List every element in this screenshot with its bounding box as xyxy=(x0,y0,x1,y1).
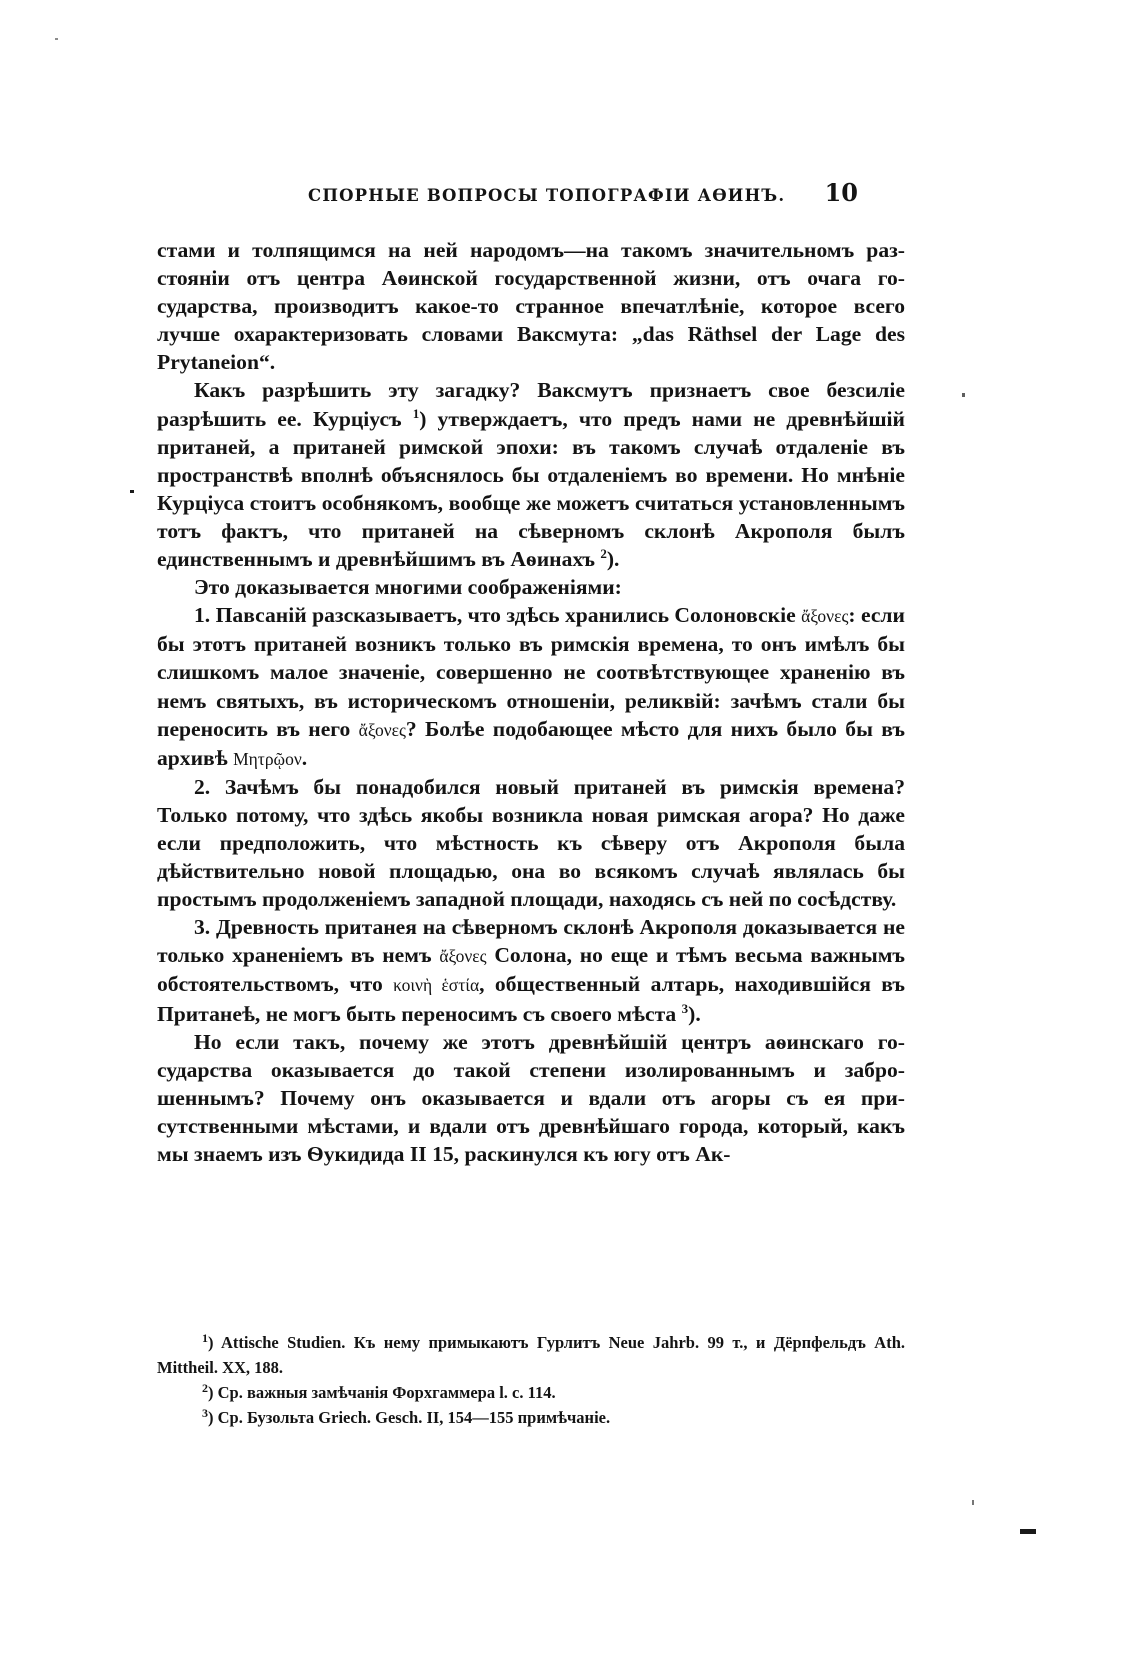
scan-speck xyxy=(1020,1529,1036,1534)
footnote-mark: 1 xyxy=(202,1331,208,1345)
greek-term: ἄξονες xyxy=(358,719,406,740)
footnote xyxy=(157,1380,905,1405)
text-run: Какъ разрѣшить эту загадку? Ваксмутъ признаетъ свое безсиліе разрѣшить ее. Курціусъ xyxy=(157,378,905,431)
text-run: Это доказывается многими соображеніями: xyxy=(194,575,622,600)
text-run: Солона, но еще и тѣмъ весьма важнымъ обстоятельствомъ, что xyxy=(157,943,905,997)
text-run: , общественный алтарь, находившійся въ Пританеѣ, не могъ быть переносимъ съ своего мѣста xyxy=(157,972,905,1026)
text-run: ? Болѣе подобающее мѣсто для нихъ было бы въ архивѣ xyxy=(157,716,905,770)
footnote-mark: 3 xyxy=(202,1406,208,1420)
scan-speck xyxy=(55,38,58,40)
footnote-reference: 2 xyxy=(600,546,607,562)
greek-term: Μητρῷον xyxy=(233,748,302,769)
footnote-reference: 1 xyxy=(412,405,420,421)
text-run: стами и толпящимся на ней народомъ—на такомъ значительномъ разстояніи отъ центра Аѳинской государственной жизни, отъ очага государства, производитъ какое-то странное впечатлѣніе, которое всего лучше охарактеризовать словами Ваксмута: „das Räthsel der Lage des Prytaneion“. xyxy=(157,238,905,375)
text-run: : если бы этотъ пританей возникъ только въ римскія времена, то онъ имѣлъ бы слишкомъ малое значеніе, совершенно не соотвѣтствующее храненію въ немъ святыхъ, въ историческомъ отношеніи, реликвій: зачѣмъ стали бы переносить въ него xyxy=(157,603,905,741)
paragraph xyxy=(157,913,905,1027)
footnote-text: ) Attische Studien. Къ нему примыкаютъ Гурлитъ Neue Jahrb. 99 т., и Дёрпфельдъ Ath. Mittheil. XX, 188. xyxy=(157,1333,905,1377)
footnotes xyxy=(157,1330,905,1430)
text-run: 3. Древность пританея на сѣверномъ склонѣ Акрополя доказывается не только храненіемъ въ немъ xyxy=(157,915,905,968)
footnote-text: ) Ср. Бузольта Griech. Gesch. II, 154—155 примѣчаніе. xyxy=(208,1408,611,1427)
text-run: 2. Зачѣмъ бы понадобился новый пританей въ римскія времена? Только потому, что здѣсь якобы возникла новая римская агора? Но даже если предположить, что мѣстность къ сѣверу отъ Акрополя была дѣйствительно новой площадью, она во всякомъ случаѣ являлась бы простымъ продолженіемъ западной площади, находясь съ ней по сосѣдству. xyxy=(157,774,905,912)
greek-term: κοινὴ ἑστία xyxy=(393,975,480,996)
text-run: . xyxy=(301,745,308,770)
text-run: 1. Павсаній разсказываетъ, что здѣсь хранились Солоновскіе xyxy=(194,603,802,628)
scan-speck xyxy=(972,1500,974,1505)
paragraph xyxy=(157,1028,905,1168)
footnote-text: ) Ср. важныя замѣчанія Форхгаммера l. c. 114. xyxy=(208,1383,556,1402)
paragraph xyxy=(157,773,905,913)
text-run: ) утверждаетъ, что предъ нами не древнѣйшій пританей, а пританей римской эпохи: въ такомъ случаѣ отдаленіе въ пространствѣ вполнѣ объяснялось бы отдаленіемъ во времени. Но мнѣніе Курціуса стоитъ особнякомъ, вообще же можетъ считаться установленнымъ тотъ фактъ, что пританей на сѣверномъ склонѣ Акрополя былъ единственнымъ и древнѣйшимъ въ Аѳинахъ xyxy=(157,406,905,572)
scan-speck xyxy=(130,490,134,493)
text-run: Но если такъ, почему же этотъ древнѣйшій центръ аѳинскаго государства оказывается до такой степени изолированнымъ и заброшеннымъ? Почему онъ оказывается и вдали отъ агоры съ ея присутственными мѣстами, и вдали отъ древнѣйшаго города, который, какъ мы знаемъ изъ Ѳукидида II 15, раскинулся къ югу отъ Ак- xyxy=(157,1029,905,1166)
paragraph xyxy=(157,376,905,573)
scan-speck xyxy=(962,393,965,397)
text-run: ). xyxy=(606,547,620,572)
body-text xyxy=(157,236,905,1168)
text-run: ). xyxy=(688,1001,701,1026)
paragraph xyxy=(157,236,905,376)
footnote-mark: 2 xyxy=(202,1381,208,1395)
running-head xyxy=(158,178,904,214)
running-title: СПОРНЫЕ ВОПРОСЫ ТОПОГРАФІИ АѲИНЪ. xyxy=(308,186,786,205)
paragraph xyxy=(157,573,905,601)
page-number: 10 xyxy=(824,178,858,207)
greek-term: ἄξονες xyxy=(801,606,849,627)
footnote xyxy=(157,1330,905,1380)
greek-term: ἄξονες xyxy=(439,946,487,967)
paragraph xyxy=(157,601,905,773)
footnote xyxy=(157,1405,905,1430)
footnote-reference: 3 xyxy=(681,1000,689,1016)
